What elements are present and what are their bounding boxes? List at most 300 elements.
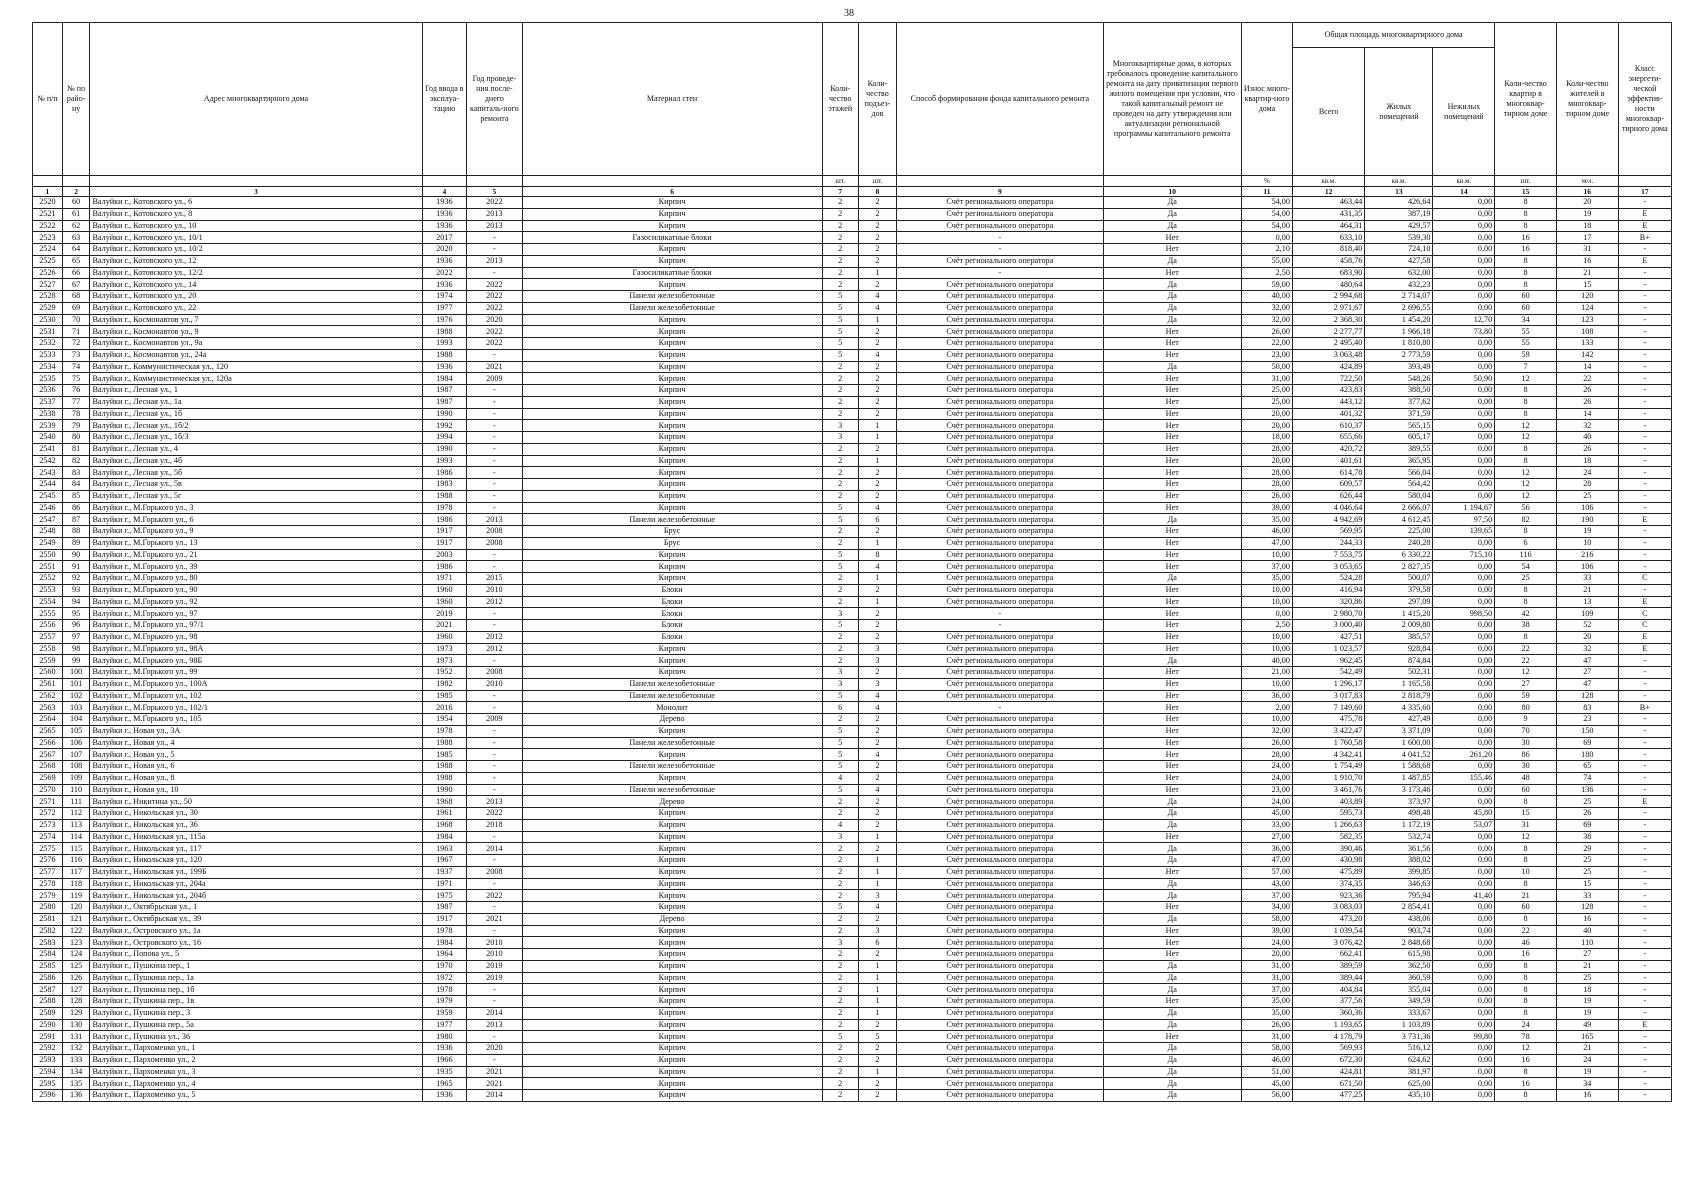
cell-row-number: 2555 [33,608,63,620]
cell-floors: 2 [822,361,858,373]
cell-last-repair-year: - [467,761,522,773]
cell-repair-required: Нет [1103,996,1241,1008]
cell-district-number: 117 [62,866,90,878]
cell-district-number: 88 [62,526,90,538]
cell-address: Валуйки г., Октябрьская ул., 1 [90,902,422,914]
cell-entrances: 8 [858,549,896,561]
cell-energy-class: - [1618,279,1671,291]
cell-residents: 136 [1556,784,1618,796]
cell-last-repair-year: 2008 [467,667,522,679]
cell-floors: 2 [822,714,858,726]
cell-wall-material: Кирпич [522,208,822,220]
cell-floors: 5 [822,326,858,338]
cell-wear-percent: 51,00 [1241,1066,1292,1078]
cell-apartments: 24 [1495,1019,1557,1031]
cell-residents: 40 [1556,925,1618,937]
cell-floors: 5 [822,349,858,361]
cell-area-nonresidential: 50,90 [1433,373,1495,385]
cell-area-residential: 427,58 [1365,255,1433,267]
cell-residents: 21 [1556,584,1618,596]
cell-wear-percent: 28,00 [1241,479,1292,491]
cell-repair-required: Нет [1103,902,1241,914]
cell-area-total: 3 422,47 [1292,725,1364,737]
table-row [33,843,1672,855]
unit-cell: шт. [858,176,896,187]
cell-fund-method: Счёт регионального оператора [897,725,1103,737]
cell-entrances: 2 [858,620,896,632]
table-row [33,620,1672,632]
cell-district-number: 113 [62,819,90,831]
cell-area-residential: 333,67 [1365,1007,1433,1019]
cell-residents: 190 [1556,514,1618,526]
cell-address: Валуйки г., М.Горького ул., 105 [90,714,422,726]
cell-row-number: 2547 [33,514,63,526]
cell-apartments: 55 [1495,326,1557,338]
cell-wear-percent: 58,00 [1241,1043,1292,1055]
cell-district-number: 71 [62,326,90,338]
cell-wear-percent: 45,00 [1241,808,1292,820]
cell-repair-required: Нет [1103,479,1241,491]
cell-wall-material: Кирпич [522,1043,822,1055]
cell-area-nonresidential: 139,65 [1433,526,1495,538]
column-number-cell: 3 [90,187,422,197]
cell-residents: 33 [1556,890,1618,902]
cell-residents: 26 [1556,808,1618,820]
cell-wear-percent: 21,00 [1241,667,1292,679]
cell-area-total: 423,83 [1292,385,1364,397]
cell-last-repair-year: - [467,432,522,444]
cell-wear-percent: 10,00 [1241,678,1292,690]
cell-area-nonresidential: 0,00 [1433,455,1495,467]
cell-area-total: 582,35 [1292,831,1364,843]
cell-fund-method: Счёт регионального оператора [897,396,1103,408]
table-row [33,420,1672,432]
header-floors: Коли-чество этажей [822,23,858,176]
cell-entrances: 2 [858,1019,896,1031]
cell-address: Валуйки г., Лесная ул., 1б [90,408,422,420]
cell-row-number: 2526 [33,267,63,279]
table-row [33,949,1672,961]
cell-repair-required: Нет [1103,667,1241,679]
cell-floors: 5 [822,784,858,796]
cell-apartments: 8 [1495,843,1557,855]
header-wall-material: Материал стен [522,23,822,176]
cell-row-number: 2563 [33,702,63,714]
cell-wear-percent: 35,00 [1241,996,1292,1008]
cell-area-nonresidential: 0,00 [1433,937,1495,949]
cell-last-repair-year: 2022 [467,302,522,314]
cell-repair-required: Да [1103,1078,1241,1090]
cell-residents: 20 [1556,197,1618,209]
cell-area-total: 404,84 [1292,984,1364,996]
cell-address: Валуйки г., Пушкина ул., 36 [90,1031,422,1043]
cell-area-nonresidential: 0,00 [1433,925,1495,937]
cell-energy-class: - [1618,385,1671,397]
cell-fund-method: Счёт регионального оператора [897,890,1103,902]
cell-district-number: 114 [62,831,90,843]
cell-entrances: 1 [858,432,896,444]
cell-repair-required: Да [1103,913,1241,925]
cell-entrances: 6 [858,514,896,526]
cell-apartments: 16 [1495,244,1557,256]
cell-row-number: 2581 [33,913,63,925]
cell-wall-material: Кирпич [522,1054,822,1066]
column-number-cell: 16 [1556,187,1618,197]
cell-district-number: 104 [62,714,90,726]
cell-row-number: 2583 [33,937,63,949]
cell-apartments: 70 [1495,725,1557,737]
cell-area-total: 401,32 [1292,408,1364,420]
header-address: Адрес многоквартирного дома [90,23,422,176]
cell-floors: 2 [822,455,858,467]
cell-apartments: 12 [1495,467,1557,479]
cell-area-residential: 2 818,79 [1365,690,1433,702]
cell-wear-percent: 46,00 [1241,1054,1292,1066]
cell-year-built: 1936 [422,197,467,209]
cell-wear-percent: 2,50 [1241,620,1292,632]
cell-entrances: 1 [858,996,896,1008]
cell-residents: 47 [1556,655,1618,667]
cell-last-repair-year: 2008 [467,526,522,538]
cell-address: Валуйки г., Пушкина пер., 1в [90,996,422,1008]
cell-energy-class: - [1618,949,1671,961]
cell-residents: 32 [1556,420,1618,432]
table-row [33,808,1672,820]
cell-year-built: 1985 [422,690,467,702]
cell-apartments: 8 [1495,596,1557,608]
cell-district-number: 86 [62,502,90,514]
cell-year-built: 1960 [422,631,467,643]
cell-residents: 18 [1556,984,1618,996]
unit-cell: кв.м. [1365,176,1433,187]
cell-repair-required: Нет [1103,232,1241,244]
cell-district-number: 112 [62,808,90,820]
cell-wear-percent: 18,00 [1241,432,1292,444]
cell-apartments: 54 [1495,561,1557,573]
cell-area-nonresidential: 0,00 [1433,584,1495,596]
cell-district-number: 110 [62,784,90,796]
cell-energy-class: - [1618,479,1671,491]
cell-repair-required: Нет [1103,396,1241,408]
cell-wall-material: Панели железобетонные [522,291,822,303]
cell-address: Валуйки г., Пушкина пер., 5а [90,1019,422,1031]
cell-entrances: 2 [858,220,896,232]
cell-district-number: 109 [62,772,90,784]
cell-repair-required: Да [1103,1054,1241,1066]
table-row [33,490,1672,502]
cell-area-total: 3 063,48 [1292,349,1364,361]
cell-energy-class: С [1618,620,1671,632]
cell-energy-class: - [1618,302,1671,314]
cell-area-residential: 385,57 [1365,631,1433,643]
cell-district-number: 73 [62,349,90,361]
cell-area-total: 7 149,60 [1292,702,1364,714]
table-row [33,702,1672,714]
cell-row-number: 2544 [33,479,63,491]
cell-area-total: 431,35 [1292,208,1364,220]
cell-row-number: 2593 [33,1054,63,1066]
cell-entrances: 4 [858,690,896,702]
cell-wall-material: Кирпич [522,1031,822,1043]
cell-wear-percent: 32,00 [1241,314,1292,326]
cell-apartments: 80 [1495,702,1557,714]
cell-fund-method: Счёт регионального оператора [897,314,1103,326]
cell-wall-material: Кирпич [522,843,822,855]
cell-floors: 2 [822,843,858,855]
cell-last-repair-year: - [467,772,522,784]
cell-last-repair-year: - [467,702,522,714]
cell-residents: 133 [1556,338,1618,350]
cell-wear-percent: 50,00 [1241,361,1292,373]
cell-fund-method: Счёт регионального оператора [897,667,1103,679]
cell-fund-method: Счёт регионального оператора [897,678,1103,690]
cell-residents: 52 [1556,620,1618,632]
header-total-area: Общая площадь многоквартирного дома [1292,23,1494,48]
cell-area-residential: 3 731,36 [1365,1031,1433,1043]
cell-residents: 16 [1556,1090,1618,1102]
cell-address: Валуйки г., Новая ул., 10 [90,784,422,796]
cell-area-total: 2 980,70 [1292,608,1364,620]
cell-fund-method: Счёт регионального оператора [897,514,1103,526]
cell-area-nonresidential: 0,00 [1433,984,1495,996]
cell-entrances: 3 [858,655,896,667]
cell-entrances: 2 [858,326,896,338]
cell-energy-class: - [1618,349,1671,361]
cell-fund-method: Счёт регионального оператора [897,819,1103,831]
cell-floors: 2 [822,479,858,491]
cell-wear-percent: 34,00 [1241,902,1292,914]
cell-last-repair-year: - [467,655,522,667]
cell-residents: 27 [1556,667,1618,679]
cell-year-built: 2016 [422,702,467,714]
cell-energy-class: - [1618,455,1671,467]
cell-floors: 2 [822,467,858,479]
cell-residents: 165 [1556,1031,1618,1043]
cell-wall-material: Кирпич [522,643,822,655]
cell-wear-percent: 2,10 [1241,244,1292,256]
table-row [33,1078,1672,1090]
cell-last-repair-year: 2010 [467,678,522,690]
table-row [33,443,1672,455]
cell-area-residential: 2 009,80 [1365,620,1433,632]
cell-address: Валуйки г., Котовского ул., 12 [90,255,422,267]
cell-repair-required: Нет [1103,326,1241,338]
cell-year-built: 1979 [422,996,467,1008]
cell-last-repair-year: 2013 [467,220,522,232]
cell-residents: 83 [1556,702,1618,714]
cell-entrances: 1 [858,455,896,467]
cell-repair-required: Нет [1103,725,1241,737]
cell-area-total: 610,37 [1292,420,1364,432]
cell-residents: 15 [1556,878,1618,890]
cell-energy-class: - [1618,432,1671,444]
cell-area-nonresidential: 0,00 [1433,490,1495,502]
cell-area-total: 475,78 [1292,714,1364,726]
cell-area-residential: 632,00 [1365,267,1433,279]
cell-residents: 69 [1556,737,1618,749]
cell-fund-method: Счёт регионального оператора [897,1043,1103,1055]
cell-last-repair-year: 2013 [467,796,522,808]
cell-apartments: 86 [1495,749,1557,761]
cell-address: Валуйки г., Лесная ул., 1б/2 [90,420,422,432]
cell-row-number: 2552 [33,573,63,585]
cell-area-residential: 6 330,22 [1365,549,1433,561]
cell-fund-method: Счёт регионального оператора [897,455,1103,467]
cell-area-residential: 381,97 [1365,1066,1433,1078]
cell-year-built: 1988 [422,737,467,749]
cell-row-number: 2574 [33,831,63,843]
cell-wear-percent: 36,00 [1241,843,1292,855]
cell-repair-required: Нет [1103,784,1241,796]
table-row [33,1066,1672,1078]
cell-floors: 2 [822,385,858,397]
cell-row-number: 2589 [33,1007,63,1019]
cell-floors: 5 [822,338,858,350]
cell-wall-material: Кирпич [522,490,822,502]
cell-wall-material: Кирпич [522,655,822,667]
cell-area-total: 1 266,63 [1292,819,1364,831]
cell-area-total: 424,89 [1292,361,1364,373]
cell-last-repair-year: - [467,1031,522,1043]
cell-district-number: 108 [62,761,90,773]
cell-wear-percent: 24,00 [1241,772,1292,784]
cell-energy-class: - [1618,972,1671,984]
cell-residents: 29 [1556,843,1618,855]
cell-wear-percent: 39,00 [1241,502,1292,514]
cell-row-number: 2530 [33,314,63,326]
table-row [33,361,1672,373]
cell-area-residential: 565,15 [1365,420,1433,432]
cell-row-number: 2538 [33,408,63,420]
cell-row-number: 2586 [33,972,63,984]
cell-floors: 5 [822,620,858,632]
cell-row-number: 2536 [33,385,63,397]
cell-fund-method: Счёт регионального оператора [897,291,1103,303]
cell-fund-method: Счёт регионального оператора [897,996,1103,1008]
cell-repair-required: Да [1103,573,1241,585]
cell-repair-required: Нет [1103,338,1241,350]
cell-area-nonresidential: 0,00 [1433,725,1495,737]
cell-row-number: 2562 [33,690,63,702]
cell-floors: 5 [822,1031,858,1043]
cell-entrances: 6 [858,937,896,949]
table-row [33,831,1672,843]
cell-address: Валуйки г., Островского ул., 16 [90,937,422,949]
cell-area-residential: 360,59 [1365,972,1433,984]
cell-fund-method: Счёт регионального оператора [897,408,1103,420]
cell-row-number: 2575 [33,843,63,855]
cell-address: Валуйки г., М.Горького ул., 98Б [90,655,422,667]
cell-area-residential: 3 371,09 [1365,725,1433,737]
table-row [33,385,1672,397]
cell-year-built: 1982 [422,678,467,690]
cell-area-residential: 362,50 [1365,960,1433,972]
cell-wall-material: Дерево [522,714,822,726]
cell-last-repair-year: 2010 [467,937,522,949]
cell-entrances: 2 [858,467,896,479]
cell-area-total: 683,90 [1292,267,1364,279]
cell-fund-method: Счёт регионального оператора [897,960,1103,972]
cell-repair-required: Нет [1103,678,1241,690]
cell-apartments: 8 [1495,1066,1557,1078]
cell-floors: 5 [822,302,858,314]
cell-wall-material: Кирпич [522,878,822,890]
cell-fund-method: Счёт регионального оператора [897,655,1103,667]
cell-area-total: 818,40 [1292,244,1364,256]
cell-last-repair-year: 2020 [467,314,522,326]
table-row [33,749,1672,761]
column-number-cell: 11 [1241,187,1292,197]
cell-apartments: 8 [1495,855,1557,867]
cell-last-repair-year: - [467,443,522,455]
unit-cell: чел. [1556,176,1618,187]
cell-last-repair-year: - [467,502,522,514]
cell-residents: 108 [1556,326,1618,338]
cell-last-repair-year: 2013 [467,514,522,526]
cell-area-residential: 379,58 [1365,584,1433,596]
cell-wear-percent: 10,00 [1241,584,1292,596]
cell-last-repair-year: 2019 [467,972,522,984]
cell-area-total: 390,46 [1292,843,1364,855]
cell-area-total: 4 046,64 [1292,502,1364,514]
cell-entrances: 2 [858,772,896,784]
cell-repair-required: Нет [1103,631,1241,643]
column-number-cell: 15 [1495,187,1557,197]
cell-entrances: 4 [858,702,896,714]
cell-fund-method: Счёт регионального оператора [897,1090,1103,1102]
cell-floors: 2 [822,796,858,808]
cell-entrances: 1 [858,972,896,984]
cell-apartments: 8 [1495,526,1557,538]
table-row [33,584,1672,596]
cell-year-built: 1935 [422,1066,467,1078]
unit-cell [90,176,422,187]
cell-repair-required: Нет [1103,866,1241,878]
cell-last-repair-year: - [467,549,522,561]
cell-residents: 17 [1556,232,1618,244]
cell-last-repair-year: - [467,561,522,573]
cell-district-number: 62 [62,220,90,232]
cell-year-built: 1986 [422,514,467,526]
cell-apartments: 8 [1495,984,1557,996]
cell-entrances: 2 [858,1054,896,1066]
cell-floors: 2 [822,808,858,820]
cell-area-total: 595,73 [1292,808,1364,820]
cell-apartments: 8 [1495,455,1557,467]
cell-district-number: 97 [62,631,90,643]
cell-wear-percent: 39,00 [1241,925,1292,937]
cell-district-number: 135 [62,1078,90,1090]
cell-residents: 123 [1556,314,1618,326]
cell-apartments: 8 [1495,220,1557,232]
cell-fund-method: Счёт регионального оператора [897,925,1103,937]
cell-floors: 5 [822,561,858,573]
cell-apartments: 60 [1495,302,1557,314]
cell-address: Валуйки г., Котовского ул., 14 [90,279,422,291]
cell-area-nonresidential: 0,00 [1433,561,1495,573]
cell-district-number: 85 [62,490,90,502]
cell-entrances: 4 [858,502,896,514]
cell-district-number: 89 [62,537,90,549]
cell-row-number: 2558 [33,643,63,655]
cell-fund-method: - [897,608,1103,620]
cell-year-built: 1936 [422,279,467,291]
cell-fund-method: Счёт регионального оператора [897,937,1103,949]
cell-residents: 150 [1556,725,1618,737]
cell-fund-method: - [897,232,1103,244]
table-row [33,984,1672,996]
cell-row-number: 2550 [33,549,63,561]
